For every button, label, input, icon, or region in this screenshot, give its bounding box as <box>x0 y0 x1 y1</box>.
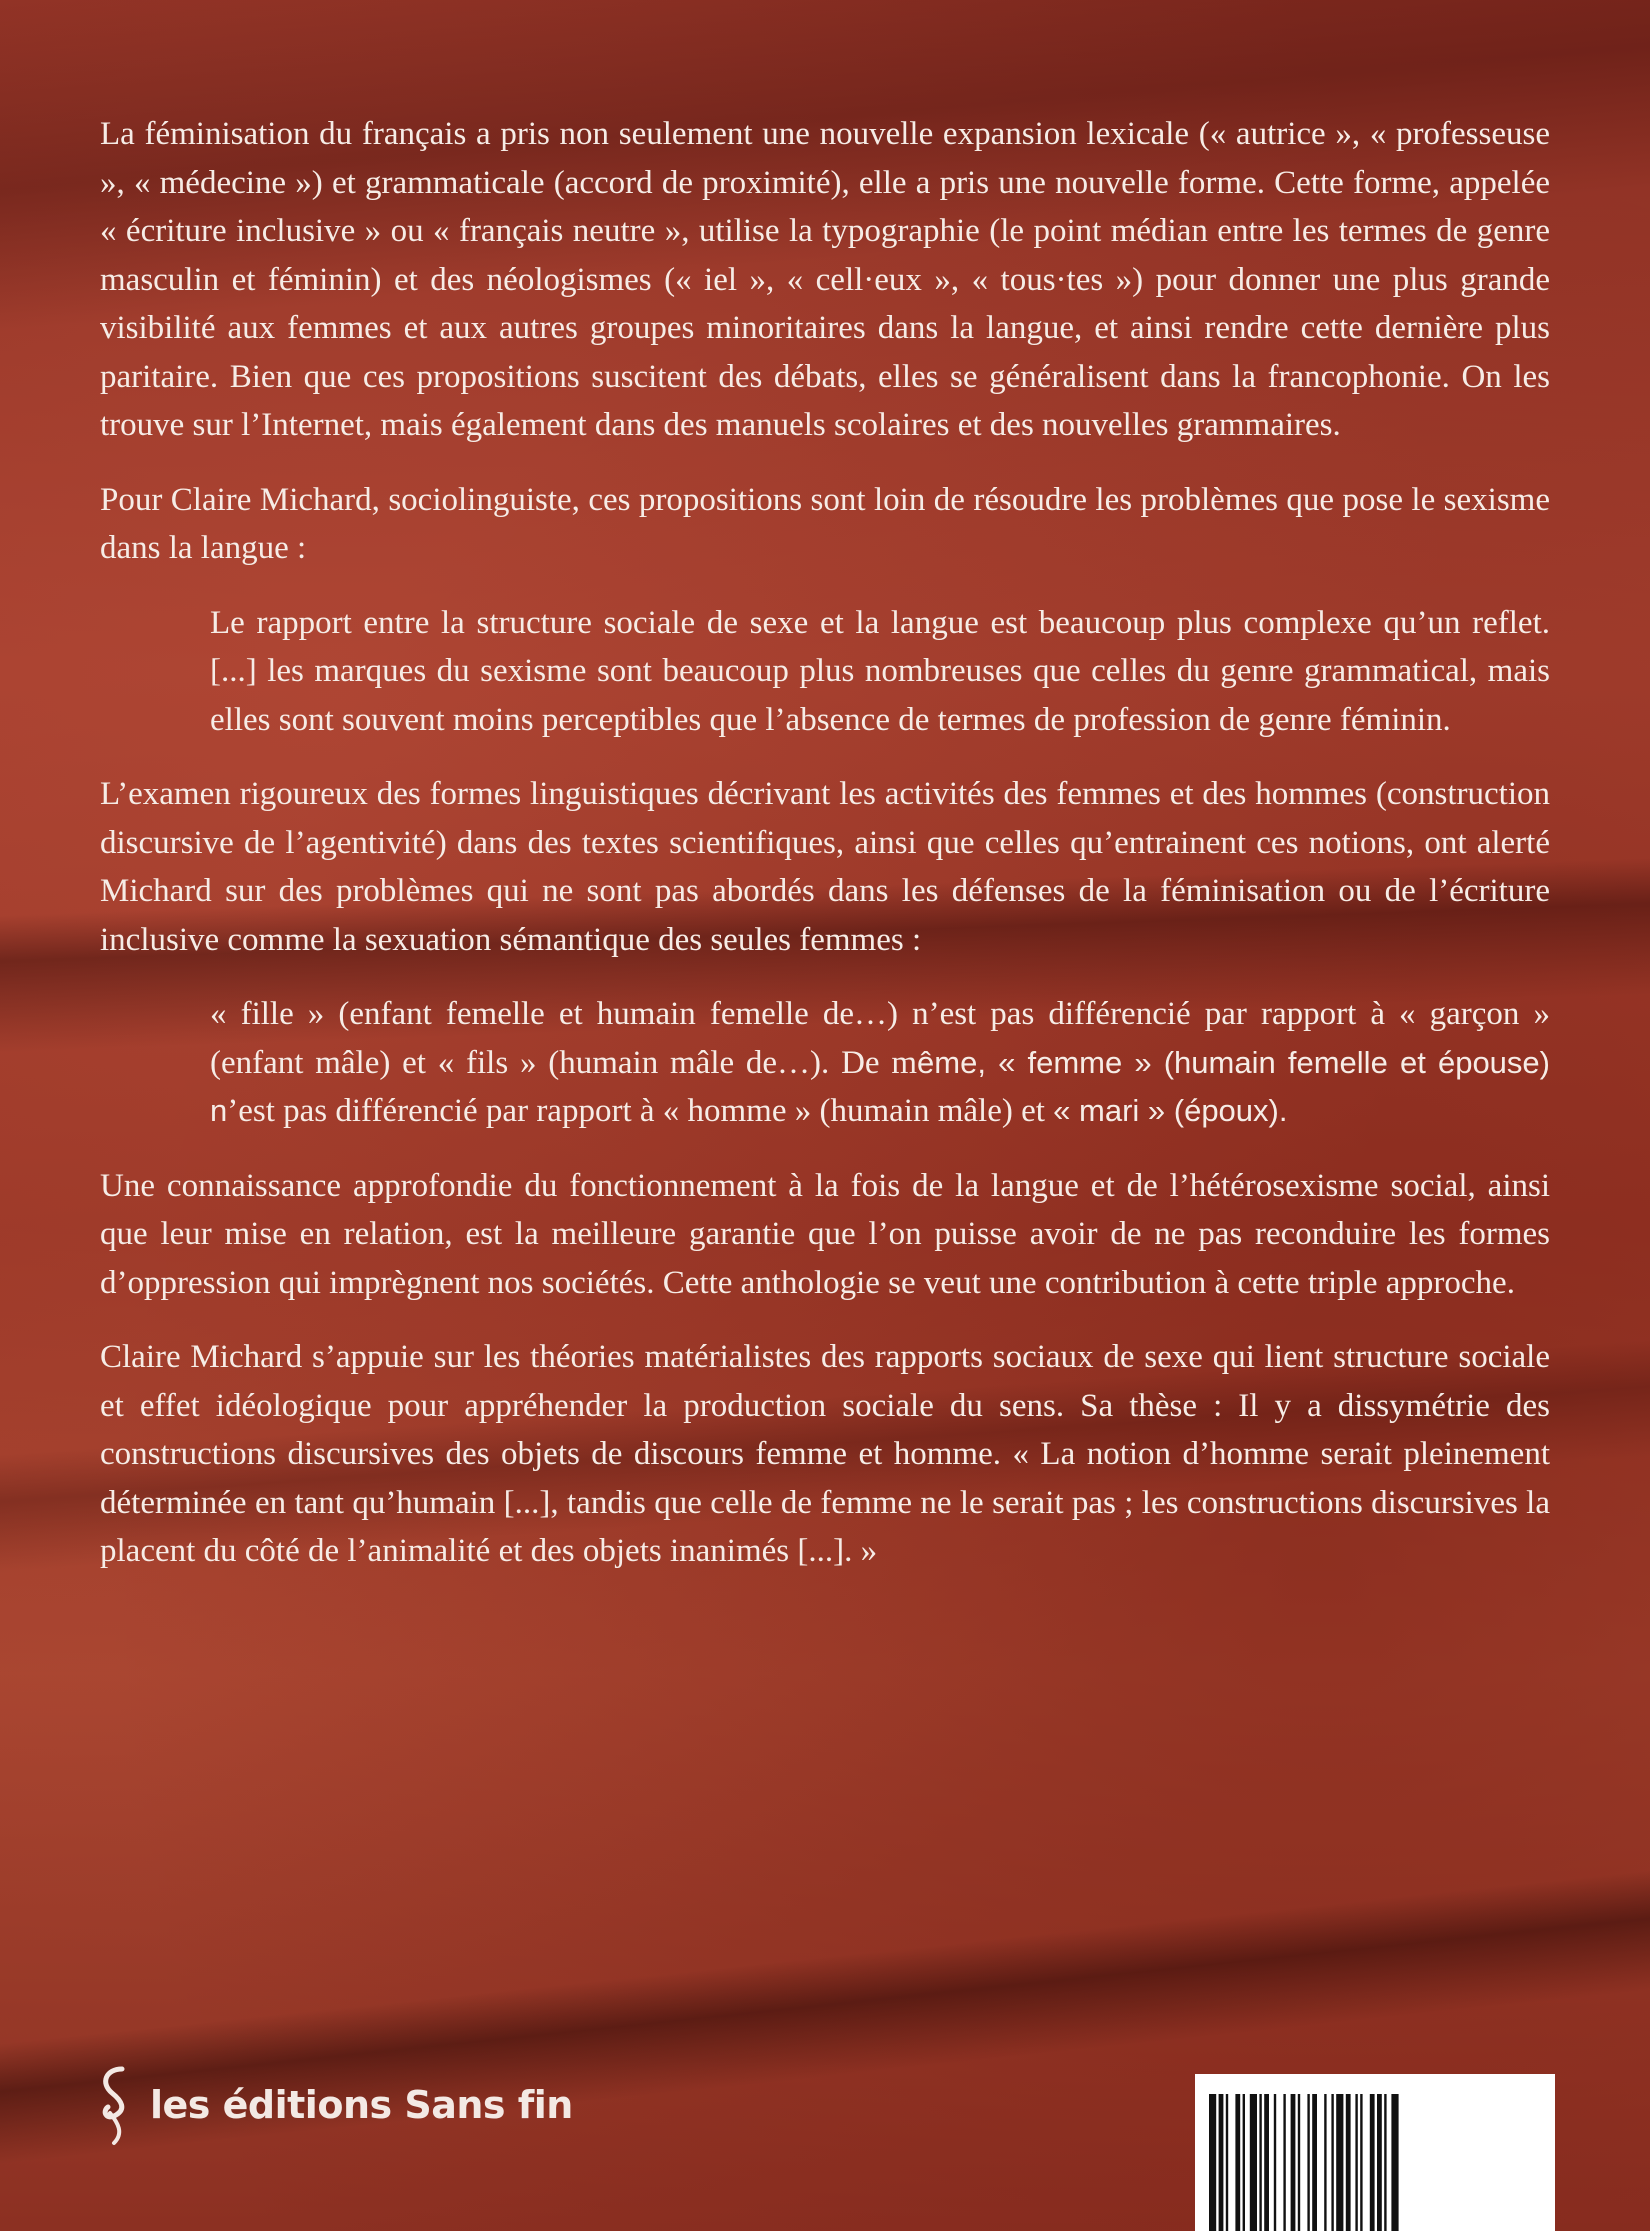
sans-fin-logo-icon <box>92 2063 138 2147</box>
publisher-logo <box>92 2060 573 2150</box>
quote-fille-femme <box>210 990 1550 1136</box>
barcode-bar <box>1346 2094 1351 2231</box>
barcode-bar <box>1370 2094 1375 2231</box>
barcode-bar <box>1312 2094 1317 2231</box>
barcode-bar <box>1336 2094 1343 2231</box>
barcode-bar <box>1243 2094 1245 2231</box>
barcode-bar <box>1274 2094 1276 2231</box>
barcode-bar <box>1209 2094 1216 2231</box>
quote-part-4: « mari » (époux). <box>1053 1093 1288 1128</box>
quote-part-1: « fille » (enfant femelle et humain femelle de…) n’est pas différencié par rapport à « garçon » (enfant mâle) et « fils » (humain mâle de…). De m <box>210 996 1550 1081</box>
barcode-bar <box>1360 2094 1362 2231</box>
barcode-bar <box>1235 2094 1240 2231</box>
barcode-bar <box>1219 2094 1224 2231</box>
back-cover-text <box>100 110 1550 1602</box>
paragraph-examen: L’examen rigoureux des formes linguistiques décrivant les activités des femmes et des hommes (construction discursive de l’agentivité) dans des textes scientifiques, ainsi que celles qu’entrainent ces notions, ont alerté Michard sur des problèmes qui ne sont pas abordés dans les défenses de la féminisation ou de l’écriture inclusive comme la sexuation sémantique des seules femmes : <box>100 776 1550 958</box>
quote-part-3: ’est pas différencié par rapport à « homme » (humain mâle) et <box>227 1093 1054 1129</box>
barcode-bar <box>1355 2094 1357 2231</box>
barcode-bar <box>1264 2094 1269 2231</box>
barcode-icon <box>1195 2074 1555 2231</box>
paragraph-connaissance: Une connaissance approfondie du fonctionnement à la fois de la langue et de l’hétérosexisme social, ainsi que leur mise en relation, est la meilleure garantie que l’on puisse avoir de ne pas reconduire les formes d’oppression qui imprègnent nos sociétés. Cette anthologie se veut une contribution à cette triple approche. <box>100 1167 1550 1301</box>
barcode-bar <box>1291 2094 1296 2231</box>
barcode-bar <box>1391 2094 1398 2231</box>
quote-structure-sociale: Le rapport entre la structure sociale de sexe et la langue est beaucoup plus complexe qu’un reflet. [...] les marques du sexisme sont beaucoup plus nombreuses que celles du genre grammatical, mais elles sont souvent moins perceptibles que l’absence de termes de profession de genre féminin. <box>210 604 1550 738</box>
barcode-bar <box>1226 2094 1228 2231</box>
publisher-name: les éditions Sans fin <box>150 2083 573 2127</box>
paragraph-michard: Pour Claire Michard, sociolinguiste, ces propositions sont loin de résoudre les problèmes que pose le sexisme dans la langue : <box>100 481 1550 566</box>
barcode-bar <box>1377 2094 1382 2231</box>
barcode-bar <box>1331 2094 1333 2231</box>
barcode-bar <box>1307 2094 1309 2231</box>
barcode-bar <box>1283 2094 1285 2231</box>
barcode-bar <box>1259 2094 1261 2231</box>
barcode-bar <box>1324 2094 1326 2231</box>
barcode-bar <box>1384 2094 1386 2231</box>
barcode-bar <box>1250 2094 1257 2231</box>
paragraph-these: Claire Michard s’appuie sur les théories matérialistes des rapports sociaux de sexe qui lient structure sociale et effet idéologique pour appréhender la production sociale du sens. Sa thèse : Il y a dissymétrie des constructions discursives des objets de discours femme et homme. « La notion d’homme serait pleinement déterminée en tant qu’humain [...], tandis que celle de femme ne le serait pas ; les constructions discursives la placent du côté de l’animalité et des objets inanimés [...]. » <box>100 1339 1550 1569</box>
paragraph-intro: La féminisation du français a pris non seulement une nouvelle expansion lexicale (« autrice », « professeuse », « médecine ») et grammaticale (accord de proximité), elle a pris une nouvelle forme. Cette forme, appelée « écriture inclusive » ou « français neutre », utilise la typographie (le point médian entre les termes de genre masculin et féminin) et des néologismes (« iel », « cell·eux », « tous·tes ») pour donner une plus grande visibilité aux femmes et aux autres groupes minoritaires dans la langue, et ainsi rendre cette dernière plus paritaire. Bien que ces propositions suscitent des débats, elles se généralisent dans la francophonie. On les trouve sur l’Internet, mais également dans des manuels scolaires et des nouvelles grammaires. <box>100 116 1550 443</box>
barcode-bar <box>1298 2094 1300 2231</box>
quote-part-2: ême, « femme » (humain femelle et épouse) n <box>210 1044 1550 1128</box>
